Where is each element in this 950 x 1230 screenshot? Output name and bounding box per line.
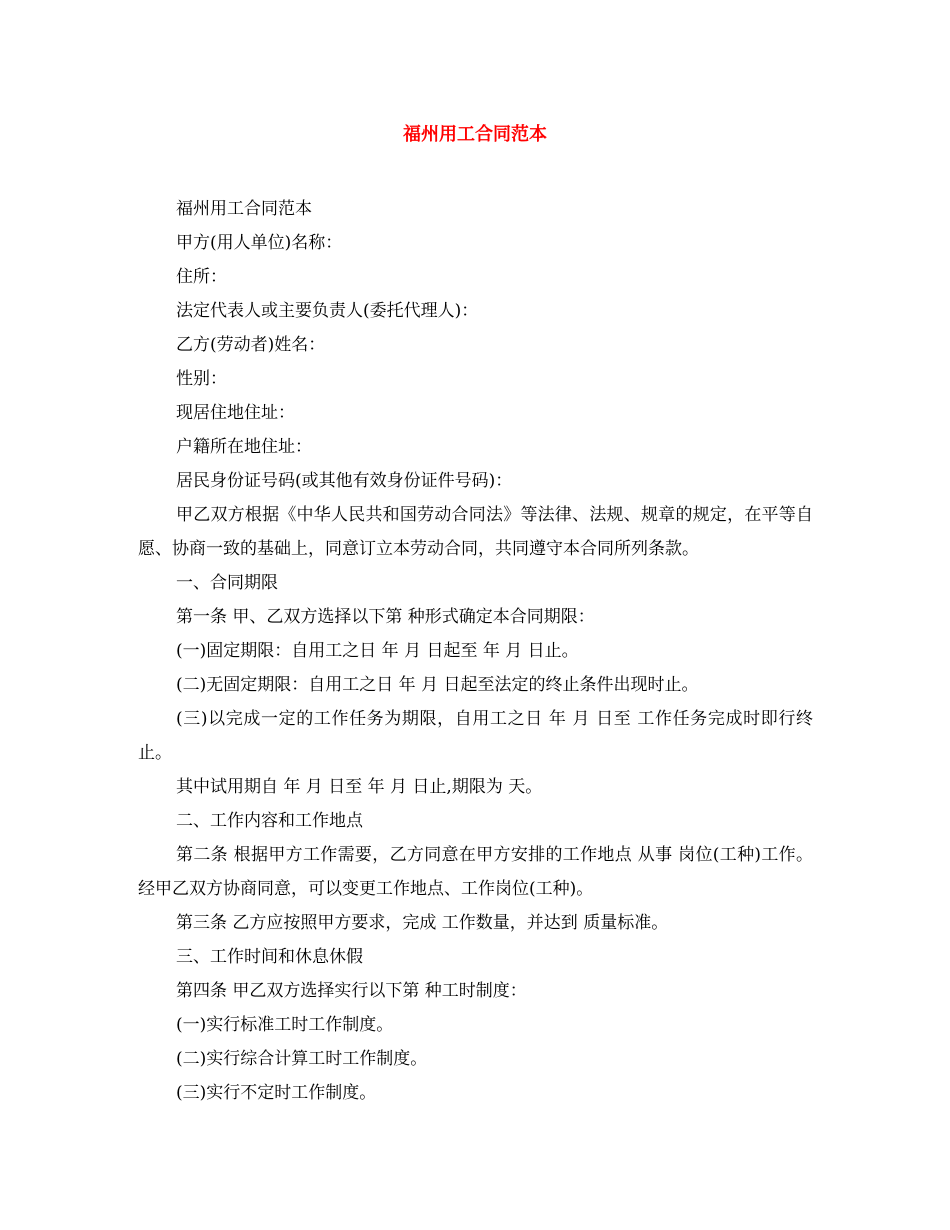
paragraph: (一)实行标准工时工作制度。 — [176, 1015, 394, 1035]
paragraph: 其中试用期自 年 月 日至 年 月 日止,期限为 天。 — [176, 777, 543, 797]
paragraph: 第二条 根据甲方工作需要，乙方同意在甲方安排的工作地点 从事 岗位(工种)工作。经甲乙双方协商同意，可以变更工作地点、工作岗位(工种)。 — [138, 845, 813, 899]
document-body — [138, 192, 813, 1110]
paragraph: 乙方(劳动者)姓名： — [176, 335, 326, 355]
paragraph: 住所： — [176, 267, 227, 287]
paragraph: 第一条 甲、乙双方选择以下第 种形式确定本合同期限： — [176, 607, 595, 627]
document-title: 福州用工合同范本 — [403, 124, 547, 145]
paragraph: (一)固定期限：自用工之日 年 月 日起至 年 月 日止。 — [176, 641, 579, 661]
section-heading: 三、工作时间和休息休假 — [176, 947, 363, 967]
section-heading: 二、工作内容和工作地点 — [176, 811, 363, 831]
paragraph: 现居住地住址： — [176, 403, 295, 423]
paragraph: (二)实行综合计算工时工作制度。 — [176, 1049, 428, 1069]
paragraph: (三)以完成一定的工作任务为期限，自用工之日 年 月 日至 工作任务完成时即行终止。 — [138, 709, 813, 763]
paragraph: (三)实行不定时工作制度。 — [176, 1083, 377, 1103]
paragraph: 性别： — [176, 369, 227, 389]
paragraph: 居民身份证号码(或其他有效身份证件号码)： — [176, 471, 513, 491]
paragraph: 第三条 乙方应按照甲方要求，完成 工作数量，并达到 质量标准。 — [176, 913, 669, 933]
paragraph: 甲乙双方根据《中华人民共和国劳动合同法》等法律、法规、规章的规定，在平等自愿、协商一致的基础上，同意订立本劳动合同，共同遵守本合同所列条款。 — [138, 505, 813, 559]
paragraph: (二)无固定期限：自用工之日 年 月 日起至法定的终止条件出现时止。 — [176, 675, 699, 695]
paragraph: 甲方(用人单位)名称： — [176, 233, 343, 253]
paragraph: 户籍所在地住址： — [176, 437, 312, 457]
paragraph: 福州用工合同范本 — [176, 199, 312, 219]
paragraph: 法定代表人或主要负责人(委托代理人)： — [176, 301, 479, 321]
section-heading: 一、合同期限 — [176, 573, 278, 593]
paragraph: 第四条 甲乙双方选择实行以下第 种工时制度： — [176, 981, 527, 1001]
